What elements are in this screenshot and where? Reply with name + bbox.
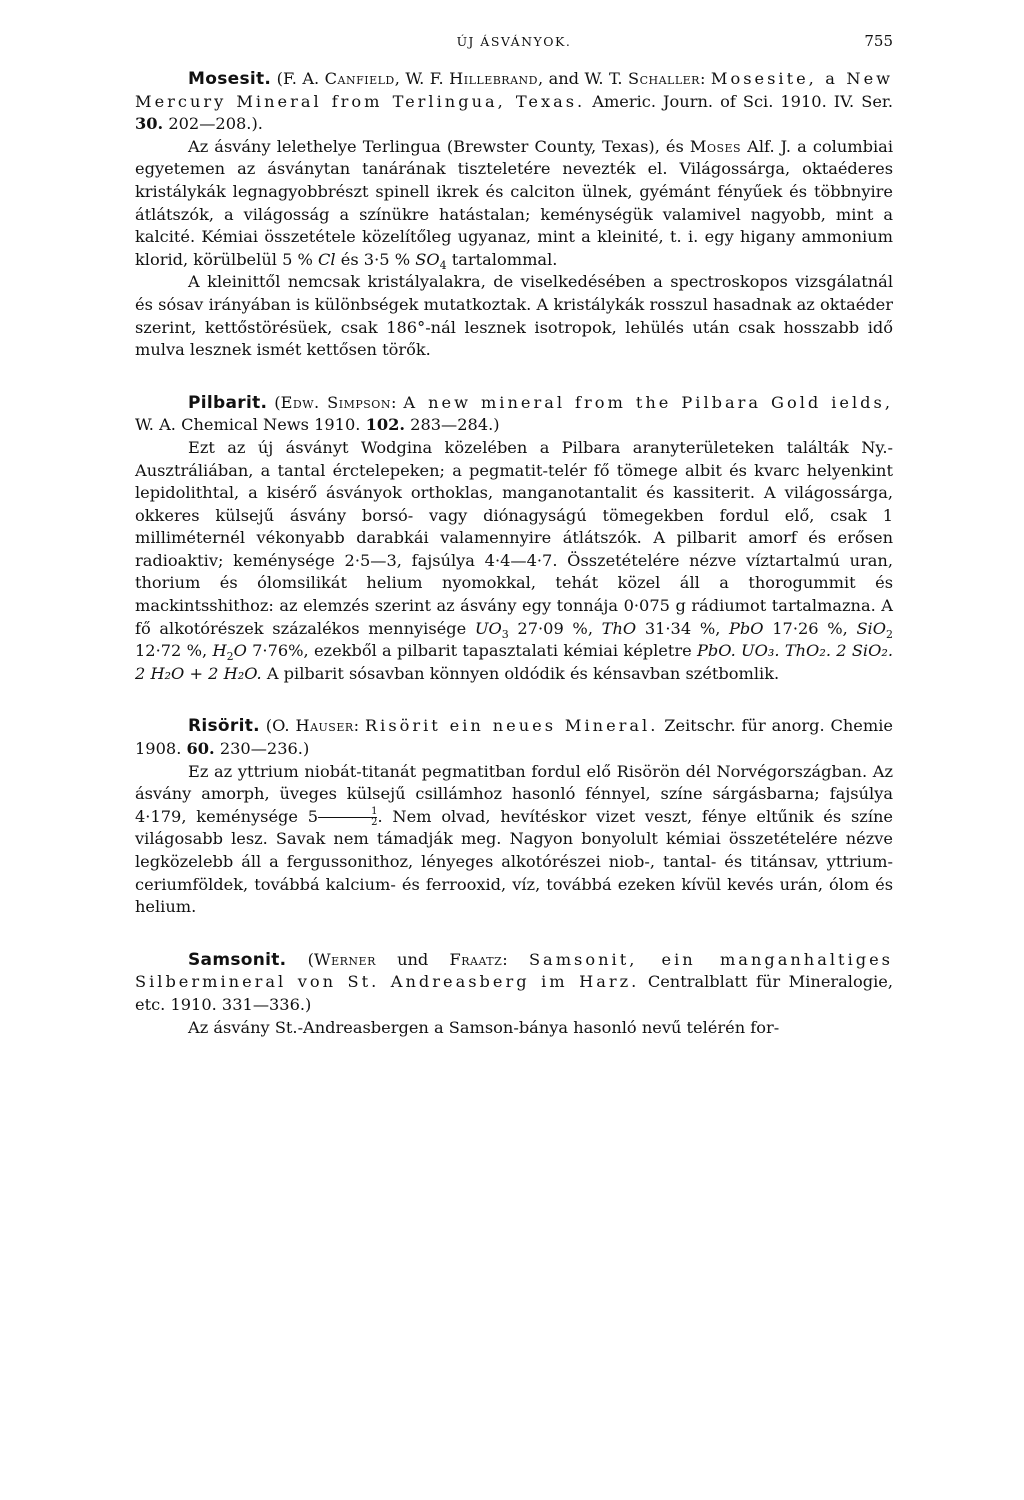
author-name: Canfield [324, 69, 395, 88]
ref-text: : [353, 716, 365, 736]
chemical-formula: SO [415, 249, 440, 269]
chemical-formula: H [212, 641, 227, 661]
body-text: 12·72 %, [135, 641, 213, 661]
ref-text: Zeitschr. für anorg. Chemie 1908. [135, 716, 893, 759]
formula-subscript: 3 [501, 627, 509, 641]
ref-text: Americ. Journ. of Sci. 1910. IV. Ser. [585, 91, 893, 111]
ref-text: (F. A. [276, 69, 325, 88]
mineral-name: Pilbarit. [188, 392, 268, 413]
pilbarit-paragraph-1 [135, 437, 893, 686]
chemical-formula: SiO [856, 618, 886, 638]
ref-text: : [699, 69, 711, 88]
body-text: 31·34 %, [636, 618, 730, 638]
ref-text: 283—284.) [405, 415, 500, 435]
entry-mosesit [135, 68, 893, 362]
ref-text: : [390, 392, 404, 412]
body-text: és 3·5 % [335, 249, 416, 269]
mineral-name: Mosesit. [188, 69, 272, 89]
pilbarit-reference [135, 392, 893, 437]
mosesit-reference [135, 68, 893, 136]
body-text: Alf. J. a columbiai egyetemen az ásványtan tanárának tiszteletére nevezték el. Világossárga, oktaéderes kristálykák legnagyobbrészt spinell ikrek és calciton ülnek, gyémánt fényűek és többnyire átlátszók, a világosság a színükre hatástalan; keménységük valamivel nagyobb, mint a kalcité. Kémiai összetétele közelítőleg ugyanaz, mint a kleinité, t. i. egy higany ammonium klorid, körülbelül 5 % [135, 136, 894, 269]
chemical-formula: PbO [729, 618, 764, 638]
author-name: Fraatz [449, 949, 503, 969]
body-text: . Nem olvad, hevítéskor vizet veszt, fénye eltűnik és színe világosabb lesz. Savak nem támadják meg. Nagyon bonyolult kémiai összetételére nézve legközelebb áll a fergussonithoz, lényeges alkotórészei niob-, tantal- és titánsav, yttrium-ceriumföldek, továbbá kalcium- és ferrooxid, víz, továbbá ezeken kívül kevés urán, ólom és helium. [135, 806, 893, 917]
ref-text: und [375, 949, 450, 969]
ref-text: , and W. T. [537, 69, 628, 88]
article-title: Samsonit, ein manganhaltiges Silbermineral von St. Andreasberg im Harz. [135, 949, 893, 992]
author-name: Werner [313, 949, 376, 969]
article-title: Risörit ein neues Mineral. [364, 716, 659, 736]
chemical-formula: ThO [601, 618, 637, 638]
entry-pilbarit [135, 392, 893, 686]
formula-subscript: 2 [226, 650, 234, 664]
document-page [135, 30, 893, 1069]
volume-number: 30. [135, 114, 164, 134]
mineral-name: Samsonit. [188, 949, 287, 970]
fraction [318, 807, 377, 828]
entry-samsonit [135, 949, 893, 1039]
page-number: 755 [864, 32, 893, 50]
body-text: 27·09 %, [508, 618, 602, 638]
body-text: Az ásvány lelethelye Terlingua (Brewster County, Texas), és [188, 136, 690, 156]
volume-number: 102. [365, 415, 406, 435]
volume-number: 60. [186, 739, 215, 759]
mineral-name: Risörit. [188, 716, 260, 737]
ref-text: : [502, 949, 529, 969]
ref-text: 230—236.) [214, 739, 310, 759]
formula-subscript: 2 [886, 627, 893, 641]
ref-text: W. A. Chemical News 1910. [135, 415, 366, 435]
chemical-formula: Cl [318, 249, 336, 269]
ref-text: ( [286, 949, 314, 969]
body-text: A pilbarit sósavban könnyen oldódik és kénsavban szétbomlik. [261, 663, 780, 683]
body-text: tartalommal. [446, 249, 558, 269]
chemical-formula: O [233, 641, 247, 661]
author-name: Schaller [627, 69, 700, 88]
author-name: Edw. Simpson [280, 392, 391, 412]
samsonit-paragraph-1: Az ásvány St.-Andreasbergen a Samson-bánya hasonló nevű telérén for- [188, 1017, 780, 1037]
samsonit-reference [135, 949, 893, 1017]
empirical-formula: PbO. UO₃. ThO₂. 2 SiO₂. 2 H₂O + 2 H₂O. [135, 641, 893, 683]
fraction-numerator: 1 [318, 807, 377, 818]
person-name: Moses [689, 136, 742, 156]
fraction-denominator: 2 [371, 816, 378, 828]
author-name: Hauser [295, 716, 354, 736]
risorit-reference [135, 715, 893, 760]
ref-text: , W. F. [394, 69, 450, 88]
ref-text: (O. [259, 716, 296, 736]
author-name: Hillebrand [449, 69, 538, 88]
ref-text: 202—208.). [163, 114, 263, 134]
body-text: 7·76%, ezekből a pilbarit tapasztalati kémiai képletre [246, 641, 697, 661]
article-title: Mosesite, a New Mercury Mineral from Terlingua, Texas. [135, 69, 894, 111]
ref-text: Centralblatt für Mineralogie, etc. 1910. 331—336.) [135, 972, 893, 1014]
chemical-formula: UO [474, 618, 502, 638]
body-text: Ez az yttrium niobát-titanát pegmatitban fordul elő Risörön dél Norvégországban. Az ásvány amorph, üveges külsejű csillámhoz hasonló fénnyel, színe sárgásbarna; fajsúlya 4·179, keménysége 5 [135, 761, 893, 826]
ref-text: ( [267, 392, 281, 412]
mosesit-paragraph-2: A kleinittől nemcsak kristályalakra, de viselkedésében a spectroskopos vizsgálatnál és sósav irányában is különbségek mutatkoztak. A kristálykák rosszul hasadnak az oktaéder szerint, kettőstörésüek, csak 186°-nál lesznek isotropok, lehülés után csak hosszabb idő mulva lesznek ismét kettősen törők. [135, 272, 893, 360]
formula-subscript: 4 [439, 258, 447, 272]
running-header [135, 30, 893, 56]
entry-risorit [135, 715, 893, 918]
body-text: 17·26 %, [763, 618, 857, 638]
running-title: ÚJ ÁSVÁNYOK. [456, 34, 572, 49]
risorit-paragraph-1 [135, 761, 893, 919]
mosesit-paragraph-1 [135, 136, 893, 272]
body-text: Ezt az új ásványt Wodgina közelében a Pilbara aranyterületeken találták Ny.-Ausztráliában, a tantal érctelepeken; a pegmatit-telér fő tömege albit és kvarc helyenkint lepidolithtal, a kisérő ásványok orthoklas, manganotantalit és kassiterit. A világossárga, okkeres külsejű ásvány borsó- vagy diónagyságú tömegekben fordul elő, csak 1 milliméternél vékonyabb darabkái valamennyire átlátszók. A pilbarit amorf és erősen radioaktiv; keménysége 2·5—3, fajsúlya 4·4—4·7. Összetételére nézve víztartalmú uran, thorium és ólomsilikát helium nyomokkal, tehát közel áll a thorogummit és mackintsshithoz: az elemzés szerint az ásvány egy tonnája 0·075 g rádiumot tartalmazna. A fő alkotórészek százalékos mennyisége [135, 437, 893, 638]
article-title: A new mineral from the Pilbara Gold ields, [403, 392, 893, 412]
